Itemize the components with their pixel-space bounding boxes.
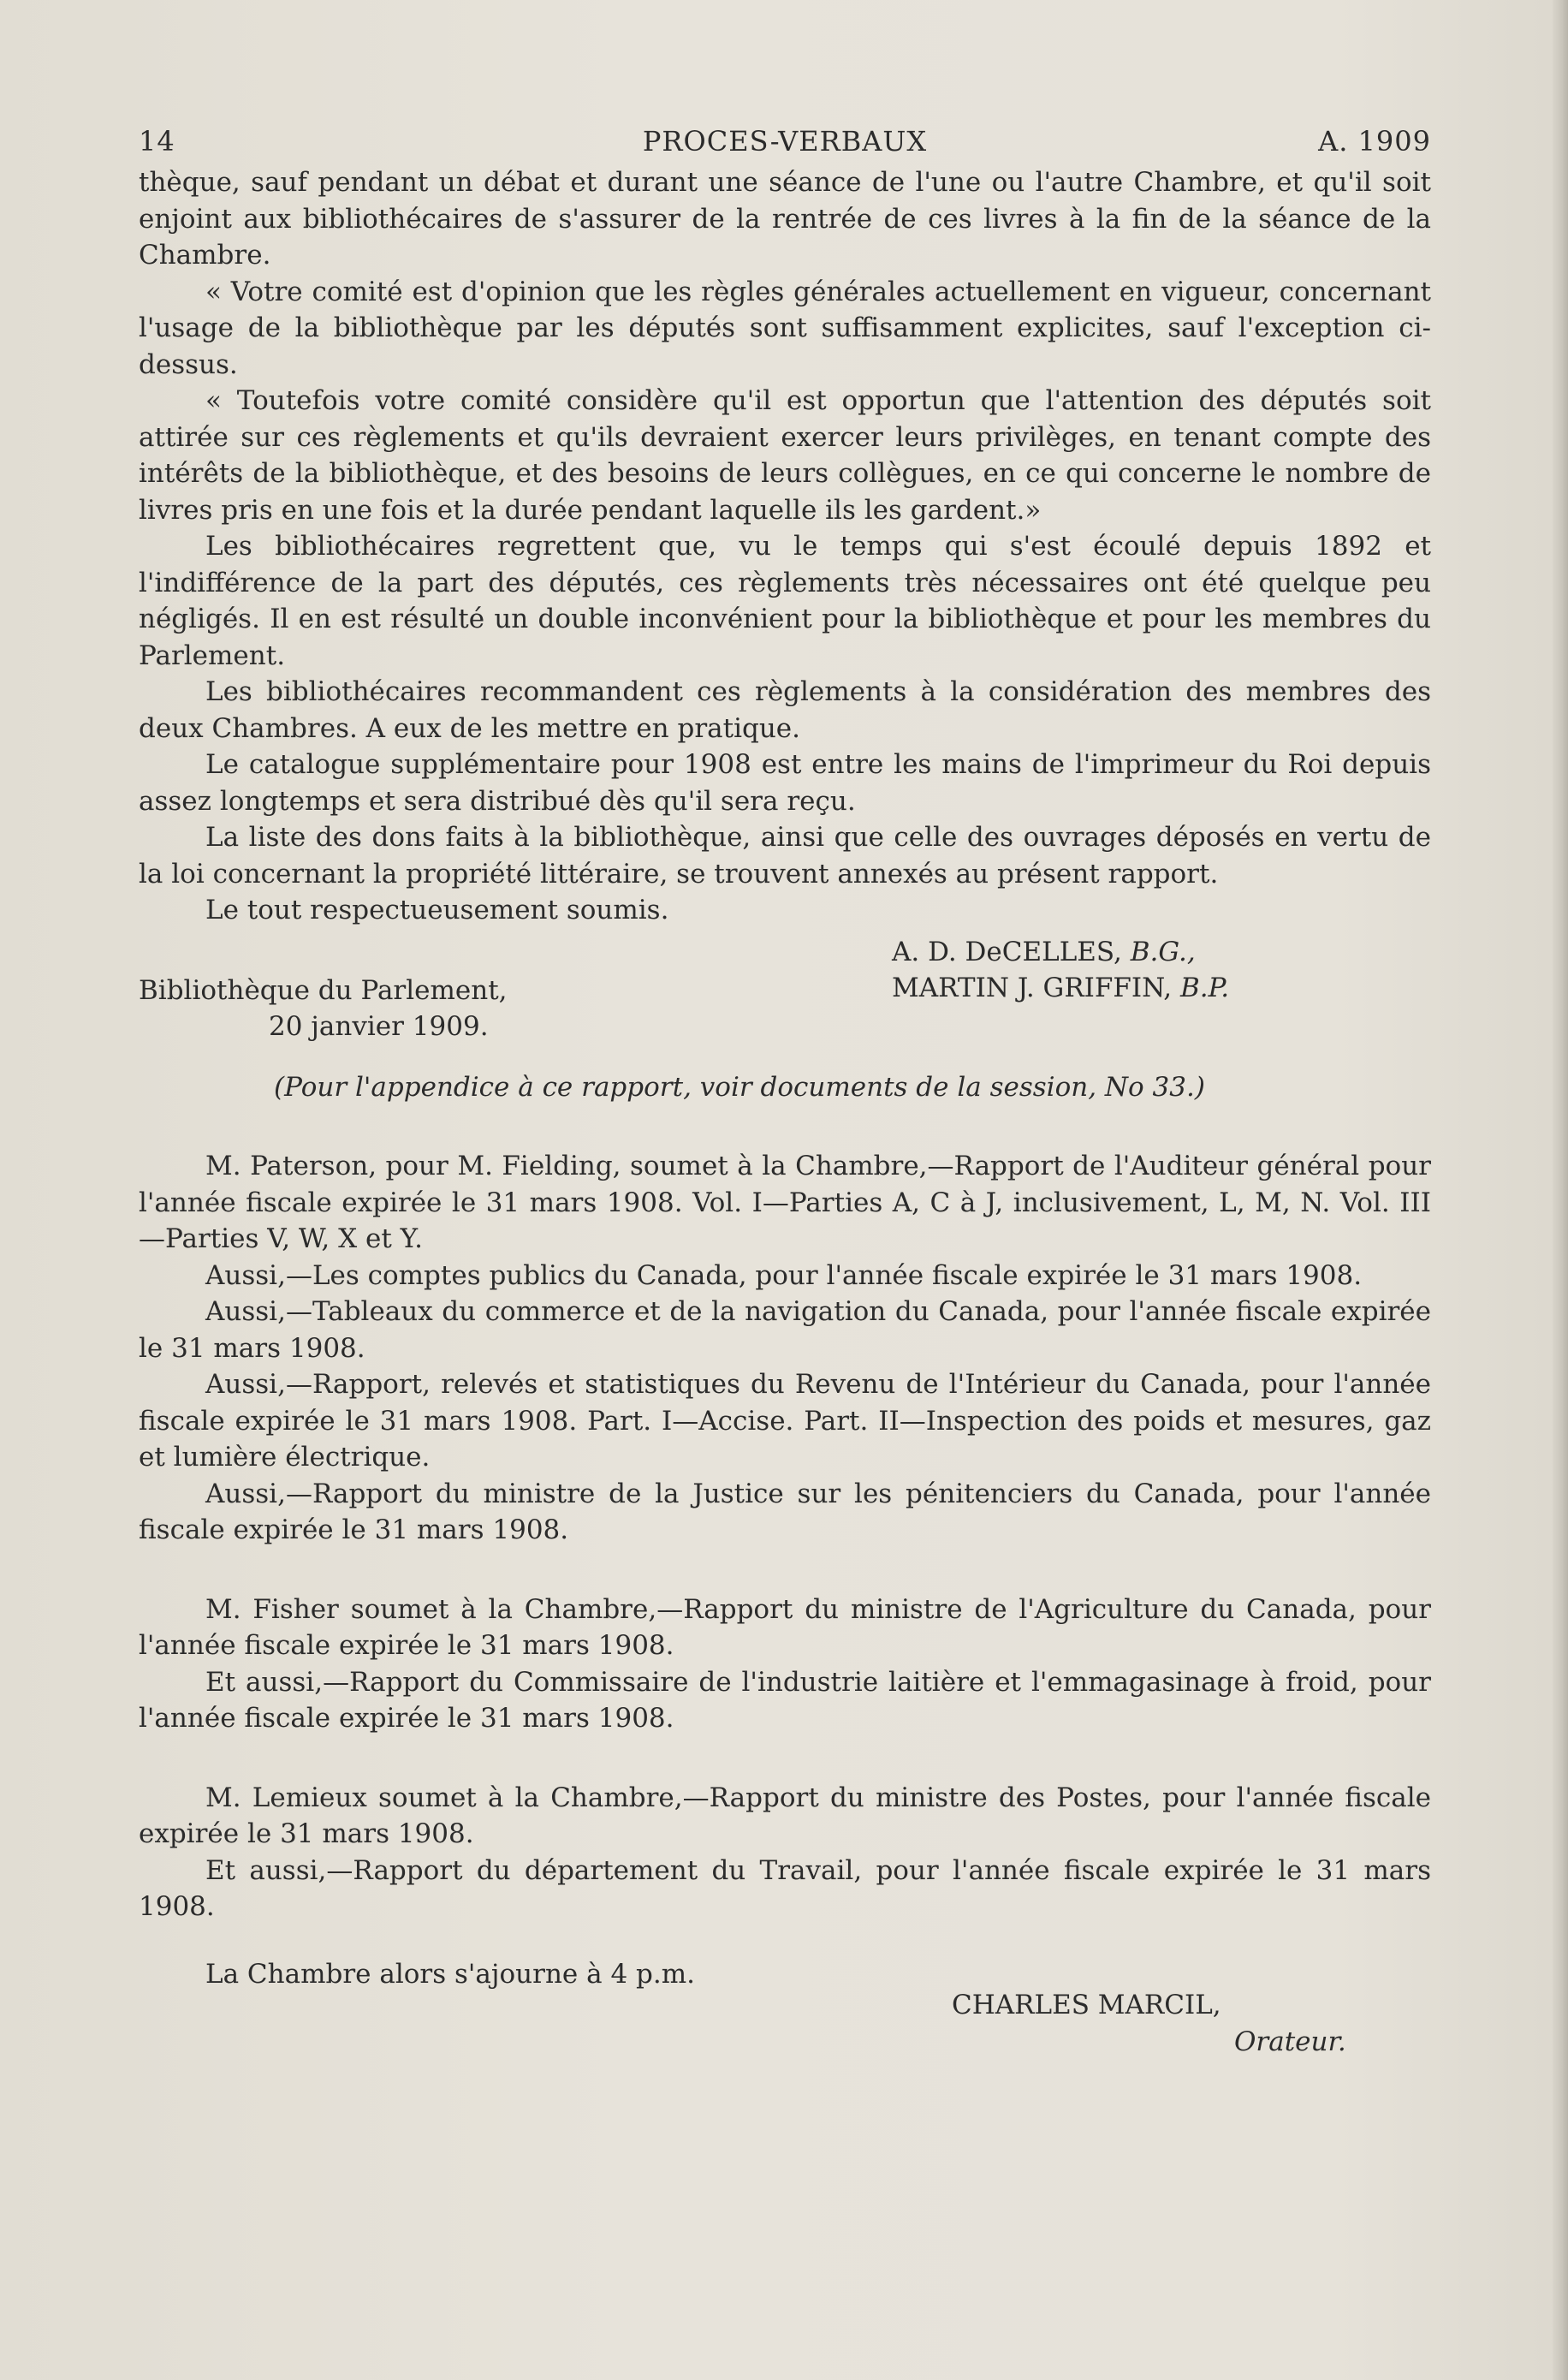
- paragraph: Aussi,—Rapport, relevés et statistiques du Revenu de l'Intérieur du Canada, pour l'année fiscale expirée le 31 mars 1908. Part. I—Accise. Part. II—Inspection des poids et mesures, gaz et lumière électrique.: [139, 1369, 1431, 1473]
- header-title: PROCES-VERBAUX: [642, 125, 928, 158]
- paragraph: M. Fisher soumet à la Chambre,—Rapport du ministre de l'Agriculture du Canada, pour l'année fiscale expirée le 31 mars 1908.: [139, 1593, 1431, 1661]
- running-header: [139, 113, 1431, 164]
- appendix-note: (Pour l'appendice à ce rapport, voir documents de la session, No 33.): [274, 1071, 1205, 1103]
- paragraph: Et aussi,—Rapport du Commissaire de l'industrie laitière et l'emmagasinage à froid, pour l'année fiscale expirée le 31 mars 1908.: [139, 1666, 1431, 1734]
- paragraph: « Toutefois votre comité considère qu'il est opportun que l'attention des députés soit attirée sur ces règlements et qu'ils devraient exercer leurs privilèges, en tenant compte des intérêts de la bibliothèque, et des besoins de leurs collègues, en ce qui concerne le nombre de livres pris en une fois et la durée pendant laquelle ils les gardent.»: [139, 385, 1431, 526]
- paragraph: Le catalogue supplémentaire pour 1908 est entre les mains de l'imprimeur du Roi depuis assez longtemps et sera distribué dès qu'il sera reçu.: [139, 749, 1431, 817]
- paragraph: M. Lemieux soumet à la Chambre,—Rapport du ministre des Postes, pour l'année fiscale expirée le 31 mars 1908.: [139, 1782, 1431, 1849]
- section-gap: [139, 1549, 1431, 1592]
- section-paterson: [139, 1148, 1431, 1549]
- paragraph: La liste des dons faits à la bibliothèque, ainsi que celle des ouvrages déposés en vertu de la loi concernant la propriété littéraire, se trouvent annexés au présent rapport.: [139, 822, 1431, 890]
- closing-line: La Chambre alors s'ajourne à 4 p.m.: [205, 1958, 695, 1990]
- speaker-name: CHARLES MARCIL,: [952, 1990, 1221, 2020]
- header-session: A. 1909: [1318, 125, 1431, 158]
- paragraph: Les bibliothécaires regrettent que, vu le temps qui s'est écoulé depuis 1892 et l'indifférence de la part des députés, ces règlements très nécessaires ont été quelque peu négligés. Il en est résulté un double inconvénient pour la bibliothèque et pour les membres du Parlement.: [139, 531, 1431, 671]
- dateline: [139, 973, 1431, 1045]
- paragraph: Aussi,—Rapport du ministre de la Justice sur les pénitenciers du Canada, pour l'année fiscale expirée le 31 mars 1908.: [139, 1478, 1431, 1545]
- paragraph: Les bibliothécaires recommandent ces règlements à la considération des membres des deux Chambres. A eux de les mettre en pratique.: [139, 676, 1431, 744]
- paragraph: Le tout respectueusement soumis.: [205, 895, 669, 925]
- report-body: [139, 164, 1431, 2060]
- speaker-title: Orateur.: [1234, 2026, 1346, 2057]
- signature-title: B.G.,: [1130, 936, 1196, 967]
- section-lemieux: [139, 1780, 1431, 1925]
- paragraph: Et aussi,—Rapport du département du Travail, pour l'année fiscale expirée le 31 mars 1908.: [139, 1854, 1431, 1922]
- paragraph: thèque, sauf pendant un débat et durant une séance de l'une ou l'autre Chambre, et qu'il soit enjoint aux bibliothécaires de s'assurer de la rentrée de ces livres à la fin de la séance de la Chambre.: [139, 167, 1431, 271]
- page-edge-shadow: [1553, 0, 1568, 2380]
- page-number: 14: [139, 125, 175, 158]
- signature-title: B.P.: [1180, 973, 1230, 1003]
- dateline-place: Bibliothèque du Parlement,: [139, 974, 508, 1006]
- paragraph: Aussi,—Les comptes publics du Canada, pour l'année fiscale expirée le 31 mars 1908.: [205, 1259, 1363, 1291]
- page-content: [139, 113, 1431, 2060]
- paragraph: Aussi,—Tableaux du commerce et de la navigation du Canada, pour l'année fiscale expirée le 31 mars 1908.: [139, 1296, 1431, 1364]
- signature-name: MARTIN J. GRIFFIN,: [892, 973, 1173, 1003]
- paragraph: M. Paterson, pour M. Fielding, soumet à la Chambre,—Rapport de l'Auditeur général pour l'année fiscale expirée le 31 mars 1908. Vol. I—Parties A, C à J, inclusivement, L, M, N. Vol. III—Parties V, W, X et Y.: [139, 1151, 1431, 1254]
- speaker-signature: [952, 1987, 1431, 2060]
- dateline-date: 20 janvier 1909.: [269, 1011, 489, 1042]
- section-fisher: [139, 1592, 1431, 1737]
- paragraph: « Votre comité est d'opinion que les règles générales actuellement en vigueur, concernant l'usage de la bibliothèque par les députés sont suffisamment explicites, sauf l'exception ci-dessus.: [139, 276, 1431, 380]
- section-gap: [139, 1737, 1431, 1780]
- signature-name: A. D. DeCELLES,: [892, 936, 1122, 967]
